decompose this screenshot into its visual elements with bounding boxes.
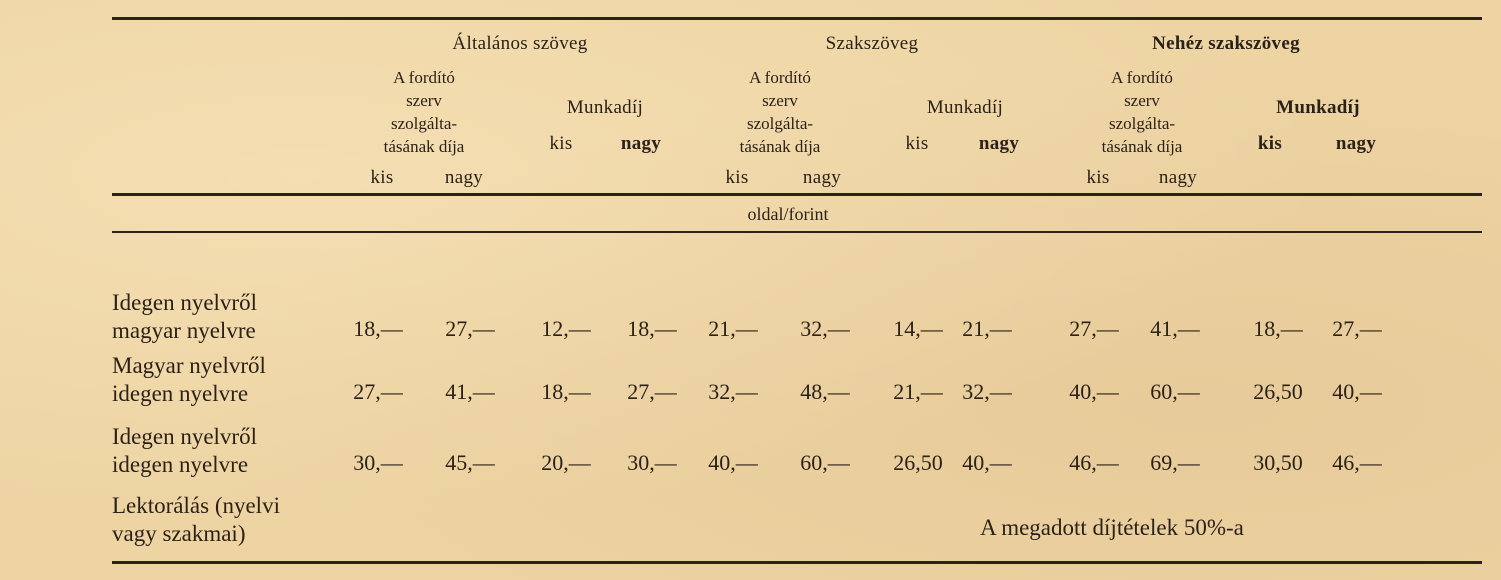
table-cell: 46,— <box>1332 450 1382 475</box>
row-label: Idegen nyelvről magyar nyelvre <box>112 290 257 343</box>
work-header-technical: Munkadíj <box>926 97 1004 118</box>
header-bottom-rule <box>112 193 1482 196</box>
group-header-general: Általános szöveg <box>452 33 588 54</box>
table-cell: 41,— <box>445 379 495 404</box>
nagy-label: nagy <box>620 133 662 154</box>
table-cell: 20,— <box>541 450 591 475</box>
table-cell: 40,— <box>1069 379 1119 404</box>
table-cell: 27,— <box>445 316 495 341</box>
nagy-label: nagy <box>1158 167 1198 188</box>
lektoralas-note: A megadott díjtételek 50%-a <box>980 515 1244 540</box>
work-header-hard: Munkadíj <box>1276 97 1360 118</box>
table-cell: 21,— <box>893 379 943 404</box>
table-cell: 21,— <box>962 316 1012 341</box>
table-cell: 60,— <box>1150 379 1200 404</box>
table-cell: 32,— <box>800 316 850 341</box>
group-header-technical: Szakszöveg <box>825 33 919 54</box>
group-header-hard-technical: Nehéz szakszöveg <box>1152 33 1300 54</box>
kis-label: kis <box>370 167 394 188</box>
table-cell: 18,— <box>627 316 677 341</box>
table-cell: 21,— <box>708 316 758 341</box>
table-cell: 14,— <box>893 316 943 341</box>
fee-header-hard: A fordító szerv szolgálta- tásának díja <box>1101 68 1183 156</box>
table-cell: 27,— <box>1069 316 1119 341</box>
row-label: Idegen nyelvről idegen nyelvre <box>112 424 257 477</box>
table-bottom-rule <box>112 561 1482 564</box>
unit-bottom-rule <box>112 231 1482 233</box>
table-cell: 32,— <box>708 379 758 404</box>
row-label: Magyar nyelvről idegen nyelvre <box>112 353 266 406</box>
fee-header-general: A fordító szerv szolgálta- tásának díja <box>383 68 465 156</box>
kis-label: kis <box>905 133 929 154</box>
nagy-label: nagy <box>978 133 1020 154</box>
table-top-rule <box>112 17 1482 20</box>
table-cell: 48,— <box>800 379 850 404</box>
table-cell: 40,— <box>962 450 1012 475</box>
fee-header-technical: A fordító szerv szolgálta- tásának díja <box>739 68 821 156</box>
table-cell: 27,— <box>1332 316 1382 341</box>
table-cell: 26,50 <box>893 450 943 475</box>
nagy-label: nagy <box>802 167 842 188</box>
table-cell: 40,— <box>708 450 758 475</box>
nagy-label: nagy <box>1335 133 1377 154</box>
table-cell: 18,— <box>353 316 403 341</box>
work-header-general: Munkadíj <box>566 97 644 118</box>
kis-label: kis <box>1086 167 1110 188</box>
table-cell: 18,— <box>1253 316 1303 341</box>
table-cell: 69,— <box>1150 450 1200 475</box>
nagy-label: nagy <box>444 167 484 188</box>
table-cell: 46,— <box>1069 450 1119 475</box>
table-cell: 30,— <box>627 450 677 475</box>
table-cell: 27,— <box>627 379 677 404</box>
table-cell: 60,— <box>800 450 850 475</box>
table-cell: 40,— <box>1332 379 1382 404</box>
table-cell: 18,— <box>541 379 591 404</box>
unit-label: oldal/forint <box>747 204 829 224</box>
kis-label: kis <box>1257 133 1283 154</box>
kis-label: kis <box>549 133 573 154</box>
row-label: Lektorálás (nyelvi vagy szakmai) <box>112 493 280 546</box>
kis-label: kis <box>725 167 749 188</box>
table-cell: 32,— <box>962 379 1012 404</box>
table-cell: 12,— <box>541 316 591 341</box>
table-cell: 30,50 <box>1253 450 1303 475</box>
table-cell: 26,50 <box>1253 379 1303 404</box>
table-cell: 45,— <box>445 450 495 475</box>
table-cell: 30,— <box>353 450 403 475</box>
table-cell: 41,— <box>1150 316 1200 341</box>
table-cell: 27,— <box>353 379 403 404</box>
